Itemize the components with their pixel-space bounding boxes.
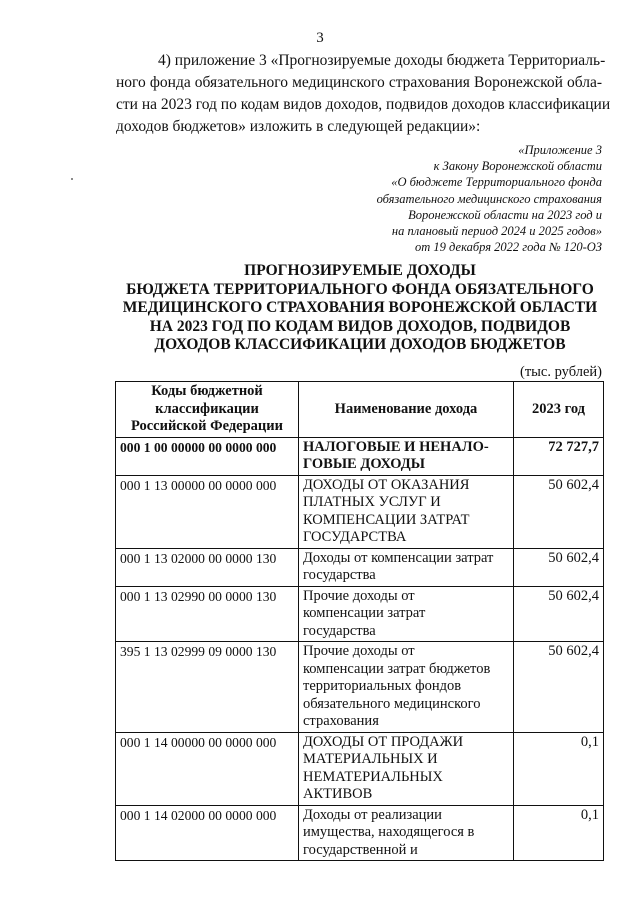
income-name bbox=[299, 437, 514, 475]
intro-line: 4) приложение 3 «Прогнозируемые доходы бюджета Территориаль- bbox=[158, 52, 606, 69]
appendix-reference-line: от 19 декабря 2022 года № 120-ОЗ bbox=[415, 240, 602, 255]
income-name bbox=[299, 805, 514, 861]
appendix-reference-line: Воронежской области на 2023 год и bbox=[408, 207, 602, 222]
income-code: 000 1 00 00000 00 0000 000 bbox=[116, 437, 299, 475]
income-name-line: ПЛАТНЫХ УСЛУГ И bbox=[303, 494, 441, 510]
income-value: 0,1 bbox=[514, 805, 604, 861]
income-name bbox=[299, 732, 514, 805]
income-name bbox=[299, 548, 514, 586]
title-line: ПРОГНОЗИРУЕМЫЕ ДОХОДЫ bbox=[244, 262, 476, 279]
income-name bbox=[299, 642, 514, 733]
income-value: 0,1 bbox=[514, 732, 604, 805]
header-year: 2023 год bbox=[514, 382, 604, 438]
income-value: 72 727,7 bbox=[514, 437, 604, 475]
header-code bbox=[116, 382, 299, 438]
title-line: МЕДИЦИНСКОГО СТРАХОВАНИЯ ВОРОНЕЖСКОЙ ОБЛАСТИ bbox=[122, 299, 598, 317]
table-row bbox=[116, 548, 604, 586]
table-row bbox=[116, 586, 604, 642]
appendix-reference-line: к Закону Воронежской области bbox=[433, 159, 602, 174]
income-name-line: Доходы от реализации bbox=[303, 806, 442, 823]
income-code: 000 1 13 02000 00 0000 130 bbox=[116, 548, 299, 586]
title-line: ДОХОДОВ КЛАССИФИКАЦИИ ДОХОДОВ БЮДЖЕТОВ bbox=[154, 336, 566, 354]
income-name-line: ДОХОДЫ ОТ ОКАЗАНИЯ bbox=[303, 476, 470, 493]
title-line: НА 2023 ГОД ПО КОДАМ ВИДОВ ДОХОДОВ, ПОДВИДОВ bbox=[149, 317, 571, 335]
header-code-line: Российской Федерации bbox=[130, 418, 283, 434]
header-name: Наименование дохода bbox=[299, 382, 514, 438]
income-name-line: страхования bbox=[303, 713, 379, 729]
table-row bbox=[116, 437, 604, 475]
appendix-reference-line: «О бюджете Территориального фонда bbox=[391, 175, 602, 190]
table-body bbox=[116, 437, 604, 861]
income-value: 50 602,4 bbox=[514, 586, 604, 642]
income-name-line: Доходы от компенсации затрат bbox=[303, 549, 494, 566]
income-name-line: МАТЕРИАЛЬНЫХ И bbox=[303, 751, 438, 767]
header-code-line: Коды бюджетной bbox=[151, 383, 263, 399]
intro-line: ного фонда обязательного медицинского страхования Воронежской обла- bbox=[116, 74, 602, 91]
income-name-line: Прочие доходы от bbox=[303, 643, 415, 659]
intro-paragraph bbox=[116, 50, 611, 138]
appendix-reference-line: обязательного медицинского страхования bbox=[376, 191, 602, 206]
income-name-line: государственной и bbox=[303, 841, 418, 858]
income-name-line: обязательного медицинского bbox=[303, 695, 481, 712]
income-value: 50 602,4 bbox=[514, 475, 604, 548]
income-name bbox=[299, 475, 514, 548]
table-row bbox=[116, 732, 604, 805]
income-code: 000 1 13 02990 00 0000 130 bbox=[116, 586, 299, 642]
appendix-reference-line: «Приложение 3 bbox=[518, 143, 602, 157]
income-name-line: ДОХОДЫ ОТ ПРОДАЖИ bbox=[303, 733, 464, 750]
intro-line: доходов бюджетов» изложить в следующей редакции»: bbox=[116, 118, 481, 135]
income-name-line: КОМПЕНСАЦИИ ЗАТРАТ bbox=[303, 511, 470, 528]
table-row bbox=[116, 642, 604, 733]
income-value: 50 602,4 bbox=[514, 548, 604, 586]
document-title bbox=[100, 262, 620, 355]
income-name-line: ГОВЫЕ ДОХОДЫ bbox=[303, 456, 425, 472]
income-code: 000 1 14 00000 00 0000 000 bbox=[116, 732, 299, 805]
units-label: (тыс. рублей) bbox=[520, 364, 602, 380]
income-name-line: НЕМАТЕРИАЛЬНЫХ bbox=[303, 768, 443, 785]
header-code-line: классификации bbox=[155, 400, 259, 417]
income-name-line: АКТИВОВ bbox=[303, 786, 373, 802]
income-name-line: государства bbox=[303, 622, 376, 639]
table-header-row bbox=[116, 382, 604, 438]
title-line: БЮДЖЕТА ТЕРРИТОРИАЛЬНОГО ФОНДА ОБЯЗАТЕЛЬНОГО bbox=[126, 280, 594, 298]
income-value: 50 602,4 bbox=[514, 642, 604, 733]
income-name-line: компенсации затрат bbox=[303, 605, 426, 621]
page-number: 3 bbox=[316, 30, 324, 46]
income-name-line: имущества, находящегося в bbox=[303, 824, 475, 840]
income-name-line: компенсации затрат бюджетов bbox=[303, 660, 491, 677]
income-name-line: НАЛОГОВЫЕ И НЕНАЛО- bbox=[303, 438, 489, 455]
income-code: 000 1 13 00000 00 0000 000 bbox=[116, 475, 299, 548]
table-row bbox=[116, 805, 604, 861]
income-code: 395 1 13 02999 09 0000 130 bbox=[116, 642, 299, 733]
scan-speck bbox=[71, 178, 73, 180]
income-name-line: территориальных фондов bbox=[303, 678, 462, 694]
income-name-line: ГОСУДАРСТВА bbox=[303, 529, 407, 545]
income-code: 000 1 14 02000 00 0000 000 bbox=[116, 805, 299, 861]
appendix-reference bbox=[302, 142, 602, 255]
intro-line: сти на 2023 год по кодам видов доходов, подвидов доходов классификации bbox=[116, 96, 611, 113]
income-name bbox=[299, 586, 514, 642]
appendix-reference-line: на плановый период 2024 и 2025 годов» bbox=[391, 224, 602, 239]
income-table bbox=[115, 381, 604, 861]
table-row bbox=[116, 475, 604, 548]
income-name-line: Прочие доходы от bbox=[303, 587, 415, 604]
income-name-line: государства bbox=[303, 567, 376, 583]
